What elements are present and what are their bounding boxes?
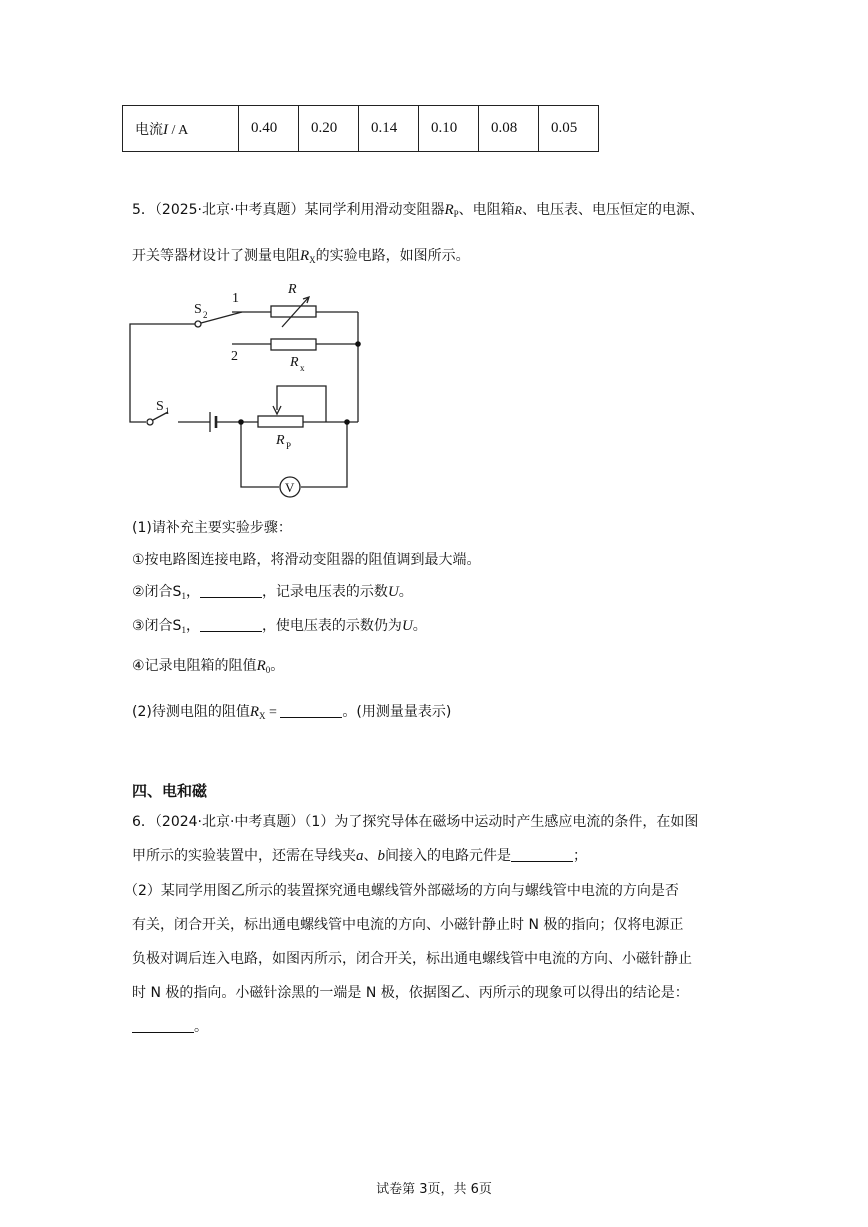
q6-var: b: [377, 848, 385, 864]
q5-step3: [132, 615, 427, 635]
q5-sub: P: [453, 209, 459, 219]
step-text: ，记录电压表的示数: [261, 584, 388, 600]
q5-step4: [132, 655, 284, 675]
q5-step2: [132, 581, 413, 601]
switch-s1-contact: [147, 419, 153, 425]
part2-text: 。(用测量量表示): [342, 704, 452, 720]
q5-part1-title: (1)请补充主要实验步骤：: [132, 520, 292, 536]
label-s1-sub: 1: [165, 406, 170, 416]
label-rp-sub: P: [286, 441, 292, 451]
row-label: [123, 106, 239, 152]
step-text: 。: [270, 658, 285, 674]
answer-blank[interactable]: [132, 1018, 194, 1033]
q5-text: 、电阻箱: [458, 202, 515, 218]
table-cell: [359, 106, 419, 152]
cell-value: 0.08: [491, 120, 518, 136]
step-sub: 1: [181, 625, 186, 635]
step-var: U: [387, 584, 399, 600]
step-text: ，: [185, 618, 200, 634]
junction-dot: [355, 341, 361, 347]
row-label-text: 电流: [135, 121, 163, 138]
step-text: ③闭合S: [132, 618, 182, 634]
q6-line2: [132, 845, 587, 865]
table-cell: [539, 106, 599, 152]
label-rx: R: [290, 355, 299, 370]
q5-sub: X: [309, 255, 316, 265]
q6-text: ；: [573, 848, 587, 864]
answer-blank[interactable]: [280, 703, 342, 718]
q5-number: 5．: [132, 202, 155, 218]
wire: [241, 422, 279, 487]
part2-var: R: [249, 704, 260, 720]
q6-line6: 时 N 极的指向。小磁针涂黑的一端是 N 极，依据图乙、丙所示的现象可以得出的结论是：: [132, 985, 689, 1001]
step-text: ，: [185, 584, 200, 600]
left-wire: [130, 324, 146, 422]
q6-line1: 6．（2024·北京·中考真题）（1）为了探究导体在磁场中运动时产生感应电流的条件，在如图: [132, 814, 699, 830]
q5-text: 、电压表、电压恒定的电源、: [521, 202, 704, 218]
q6-line4: 有关，闭合开关，标出通电螺线管中电流的方向、小磁针静止时 N 极的指向；仅将电源正: [132, 917, 684, 933]
table-cell: [239, 106, 299, 152]
label-1: 1: [232, 291, 239, 306]
label-rp: R: [276, 433, 285, 448]
table-cell: [299, 106, 359, 152]
q6-text: 、: [363, 848, 378, 864]
q5-text: 某同学利用滑动变阻器: [304, 202, 445, 218]
q6-text: 间接入的电路元件是: [385, 848, 511, 864]
answer-blank[interactable]: [200, 583, 262, 598]
step-text: ②闭合S: [132, 584, 182, 600]
part2-text: (2)待测电阻的阻值: [132, 704, 250, 720]
wire: [301, 422, 347, 487]
label-rx-sub: x: [300, 363, 305, 373]
q5-var: R: [514, 203, 522, 217]
q6-line3: （2）某同学用图乙所示的装置探究通电螺线管外部磁场的方向与螺线管中电流的方向是否: [124, 883, 679, 899]
step-text: 。: [398, 584, 413, 600]
q6-text: 。: [194, 1019, 208, 1035]
part2-eq: =: [265, 705, 281, 720]
label-r: R: [288, 282, 297, 297]
q6-var: a: [356, 848, 364, 864]
q5-text: 开关等器材设计了测量电阻: [132, 248, 300, 264]
step-text: 。: [412, 618, 427, 634]
q5-var: R: [444, 202, 454, 218]
q5-source: （2025·北京·中考真题）: [154, 202, 305, 218]
junction-dot: [344, 419, 350, 425]
table-cell: [479, 106, 539, 152]
q5-var: R: [300, 248, 310, 264]
step-text: ④记录电阻箱的阻值: [132, 658, 257, 674]
q5-text: 的实验电路，如图所示。: [315, 248, 470, 264]
label-2: 2: [231, 349, 238, 364]
switch-s2-contact: [195, 321, 201, 327]
table-row: [123, 106, 599, 152]
table-cell: [419, 106, 479, 152]
q6-line5: 负极对调后连入电路，如图丙所示，闭合开关，标出通电螺线管中电流的方向、小磁针静止: [132, 951, 692, 967]
cell-value: 0.10: [431, 120, 458, 136]
step-var: U: [401, 618, 413, 634]
step-sub: 1: [181, 591, 186, 601]
q6-text: 甲所示的实验装置中，还需在导线夹: [132, 848, 356, 864]
answer-blank[interactable]: [200, 617, 262, 632]
label-s2: S: [194, 302, 202, 317]
junction-dot: [238, 419, 244, 425]
cell-value: 0.40: [251, 120, 278, 136]
q5-line2: [132, 245, 470, 265]
step-text: ，使电压表的示数仍为: [261, 618, 402, 634]
step-sub: 0: [265, 665, 271, 675]
q6-line7: [132, 1016, 208, 1036]
q5-step1: ①按电路图连接电路，将滑动变阻器的阻值调到最大端。: [132, 552, 481, 568]
circuit-diagram: [120, 280, 380, 505]
resistor-rx: [271, 339, 316, 350]
label-s1: S: [156, 399, 164, 414]
row-label-var: I: [163, 121, 168, 138]
page-footer: 试卷第 3页，共 6页: [376, 1182, 492, 1197]
section-heading: 四、电和磁: [132, 782, 208, 800]
q5-part2: [132, 701, 451, 721]
cell-value: 0.14: [371, 120, 398, 136]
current-table: [122, 105, 599, 152]
part2-sub: X: [259, 711, 266, 721]
cell-value: 0.20: [311, 120, 338, 136]
resistor-box-r: [271, 306, 316, 317]
cell-value: 0.05: [551, 120, 578, 136]
rheostat-rp: [258, 416, 303, 427]
answer-blank[interactable]: [511, 847, 573, 862]
step-var: R: [256, 658, 266, 674]
label-v: V: [285, 480, 295, 495]
q5-line1: [132, 199, 704, 219]
variable-arrow: [282, 298, 308, 327]
row-label-unit: / A: [168, 122, 189, 138]
label-s2-sub: 2: [203, 310, 208, 320]
